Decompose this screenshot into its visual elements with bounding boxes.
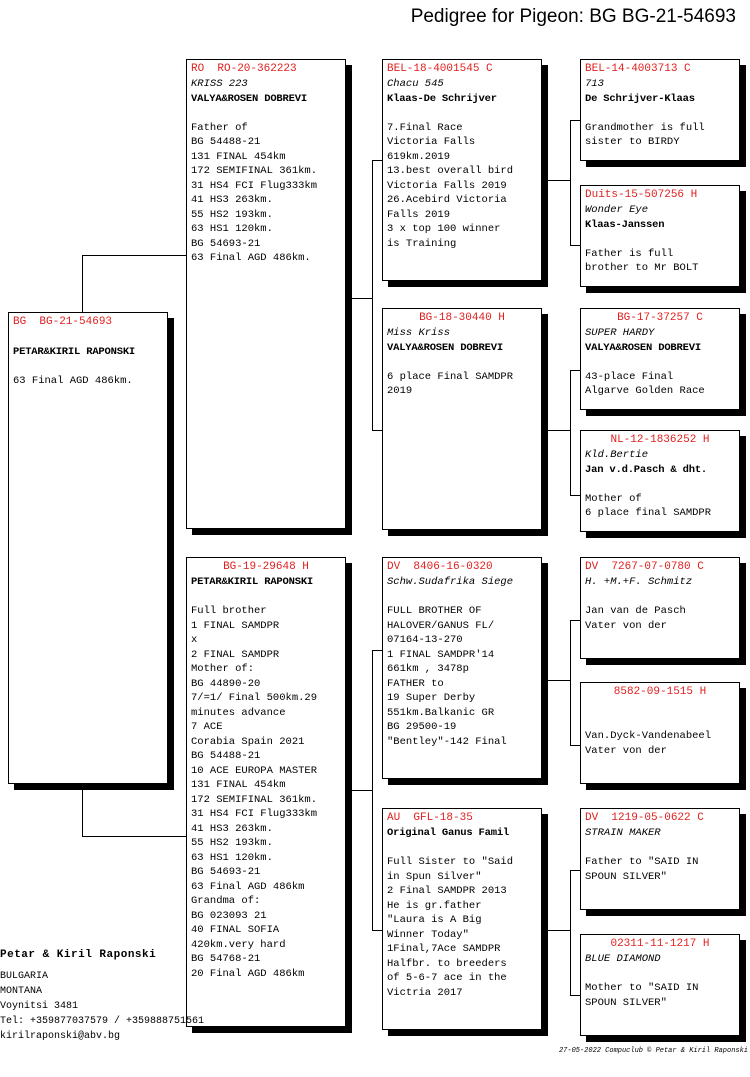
pigeon-name: Miss Kriss — [387, 327, 451, 339]
performance-notes: 7.Final Race Victoria Falls 619km.2019 13.best overall bird Victoria Falls 2019 26.Acebird Victoria Falls 2019 3 x top 100 winner is Training — [387, 121, 514, 250]
pigeon-card-mf-mother[interactable] — [580, 682, 740, 784]
ring-number: 02311-11-1217 H — [610, 938, 710, 950]
connector-line — [372, 930, 382, 931]
pigeon-card-fm-mother[interactable] — [580, 430, 740, 532]
owner-contact — [0, 948, 204, 1044]
breeder-name: Jan v.d.Pasch & dht. — [585, 463, 708, 476]
ring-number: BEL-14-4003713 C — [585, 63, 691, 75]
ring-number: DV 8406-16-0320 — [387, 561, 493, 573]
ring-number: DV 1219-05-0622 C — [585, 812, 704, 824]
performance-notes: 43-place Final Algarve Golden Race — [585, 370, 705, 397]
connector-line — [570, 495, 580, 496]
performance-notes: 63 Final AGD 486km. — [13, 374, 133, 387]
connector-line — [547, 680, 570, 681]
connector-line — [352, 790, 372, 791]
ring-number: RO RO-20-362223 — [191, 63, 297, 75]
connector-line — [352, 298, 372, 299]
breeder-name: PETAR&KIRIL RAPONSKI — [13, 345, 136, 358]
ring-number: BG BG-21-54693 — [13, 316, 113, 328]
connector-line — [570, 120, 580, 121]
breeder-name: Klaas-De Schrijver — [387, 92, 497, 105]
pigeon-name: Wonder Eye — [585, 204, 649, 216]
pigeon-name: SUPER HARDY — [585, 327, 655, 339]
ring-number: BEL-18-4001545 C — [387, 63, 493, 75]
owner-name: Petar & Kiril Raponski — [0, 949, 157, 961]
pigeon-card-father-mother[interactable] — [382, 308, 542, 530]
pigeon-card-ff-mother[interactable] — [580, 185, 740, 287]
pigeon-name: Chacu 545 — [387, 78, 444, 90]
ring-number: NL-12-1836252 H — [610, 434, 710, 446]
ring-number: 8582-09-1515 H — [613, 686, 707, 698]
connector-line — [547, 430, 570, 431]
connector-line — [372, 160, 382, 161]
connector-line — [372, 430, 382, 431]
pigeon-card-mm-father[interactable] — [580, 808, 740, 910]
pigeon-card-ff-father[interactable] — [580, 59, 740, 161]
performance-notes: Full brother 1 FINAL SAMDPR x 2 FINAL SAMDPR Mother of: BG 44890-20 7/=1/ Final 500km.29 minutes advance 7 ACE Corabia Spain 2021 BG 54488-21 10 ACE EUROPA MASTER 131 FINAL 454km 172 SEMIFINAL 361km. 31 HS4 FCI Flug333km 41 HS3 263km. 55 HS2 193km. 63 HS1 120km. BG 54693-21 63 Final AGD 486km Grandma of: BG 023093 21 40 FINAL SOFIA 420km.very hard BG 54768-21 20 Final AGD 486km — [191, 605, 318, 980]
breeder-name: VALYA&ROSEN DOBREVI — [585, 341, 701, 354]
pigeon-card-father[interactable] — [186, 59, 346, 529]
connector-line — [82, 255, 83, 313]
owner-region: MONTANA — [0, 986, 43, 997]
owner-email[interactable]: kirilraponski@abv.bg — [0, 1031, 121, 1042]
owner-town: Voynitsi 3481 — [0, 1001, 79, 1012]
pigeon-name: 713 — [585, 78, 604, 90]
page-title: Pedigree for Pigeon: BG BG-21-54693 — [410, 6, 736, 27]
connector-line — [372, 650, 382, 651]
connector-line — [570, 370, 580, 371]
pigeon-card-mother-mother[interactable] — [382, 808, 542, 1030]
connector-line — [570, 745, 580, 746]
ring-number: Duits-15-507256 H — [585, 189, 698, 201]
performance-notes: Van.Dyck-Vandenabeel Vater von der — [585, 730, 712, 757]
connector-line — [570, 995, 580, 996]
performance-notes: Jan van de Pasch Vater von der — [585, 605, 686, 632]
pigeon-name: BLUE DIAMOND — [585, 953, 661, 965]
connector-line — [372, 650, 373, 930]
pigeon-name: Schw.Sudafrika Siege — [387, 576, 514, 588]
pigeon-card-mother-father[interactable] — [382, 557, 542, 779]
connector-line — [570, 120, 571, 245]
connector-line — [82, 836, 187, 837]
performance-notes: Father to "SAID IN SPOUN SILVER" — [585, 856, 699, 883]
connector-line — [82, 788, 83, 836]
pigeon-name: STRAIN MAKER — [585, 827, 661, 839]
breeder-name: VALYA&ROSEN DOBREVI — [191, 92, 307, 105]
pigeon-name: H. +M.+F. Schmitz — [585, 576, 693, 588]
pigeon-card-mm-mother[interactable] — [580, 934, 740, 1036]
breeder-name: VALYA&ROSEN DOBREVI — [387, 341, 503, 354]
connector-line — [547, 930, 570, 931]
ring-number: DV 7267-07-0780 C — [585, 561, 704, 573]
connector-line — [570, 245, 580, 246]
performance-notes: Full Sister to "Said in Spun Silver" 2 Final SAMDPR 2013 He is gr.father "Laura is A Big Winner Today" 1Final,7Ace SAMDPR Halfbr. to breeders of 5-6-7 ace in the Victria 2017 — [387, 856, 514, 999]
breeder-name: Klaas-Janssen — [585, 218, 665, 231]
connector-line — [82, 255, 187, 256]
performance-notes: Mother of 6 place final SAMDPR — [585, 492, 712, 519]
connector-line — [570, 870, 580, 871]
owner-phone: Tel: +359877037579 / +359888751561 — [0, 1016, 205, 1027]
performance-notes: Mother to "SAID IN SPOUN SILVER" — [585, 982, 699, 1009]
connector-line — [570, 870, 571, 995]
breeder-name: De Schrijver-Klaas — [585, 92, 695, 105]
pigeon-name: KRISS 223 — [191, 78, 248, 90]
connector-line — [570, 370, 571, 495]
performance-notes: FULL BROTHER OF HALOVER/GANUS FL/ 07164-13-270 1 FINAL SAMDPR'14 661km , 3478p FATHER to 19 Super Derby 551km.Balkanic GR BG 29500-19 "Bentley"-142 Final — [387, 605, 507, 748]
connector-line — [372, 160, 373, 430]
pigeon-card-mother[interactable] — [186, 557, 346, 1027]
ring-number: BG-19-29648 H — [223, 561, 309, 573]
pigeon-card-father-father[interactable] — [382, 59, 542, 281]
pigeon-card-mf-father[interactable] — [580, 557, 740, 659]
breeder-name: PETAR&KIRIL RAPONSKI — [191, 576, 314, 588]
ring-number: BG-17-37257 C — [617, 312, 703, 324]
connector-line — [547, 180, 570, 181]
connector-line — [570, 620, 580, 621]
ring-number: BG-18-30440 H — [419, 312, 505, 324]
performance-notes: Father is full brother to Mr BOLT — [585, 247, 699, 274]
ring-number: AU GFL-18-35 — [387, 812, 473, 824]
pigeon-name: Kld.Bertie — [585, 449, 649, 461]
footer-copyright: 27-05-2022 Compuclub © Petar & Kiril Raponski — [558, 1047, 748, 1055]
performance-notes: Grandmother is full sister to BIRDY — [585, 121, 705, 148]
owner-country: BULGARIA — [0, 971, 49, 982]
performance-notes: Father of BG 54488-21 131 FINAL 454km 172 SEMIFINAL 361km. 31 HS4 FCI Flug333km 41 HS3 263km. 55 HS2 193km. 63 HS1 120km. BG 54693-21 63 Final AGD 486km. — [191, 121, 318, 264]
performance-notes: 6 place Final SAMDPR 2019 — [387, 370, 514, 397]
pigeon-card-subject[interactable] — [8, 312, 168, 784]
breeder-name: Original Ganus Famil — [387, 827, 510, 839]
connector-line — [570, 620, 571, 745]
pigeon-card-fm-father[interactable] — [580, 308, 740, 410]
